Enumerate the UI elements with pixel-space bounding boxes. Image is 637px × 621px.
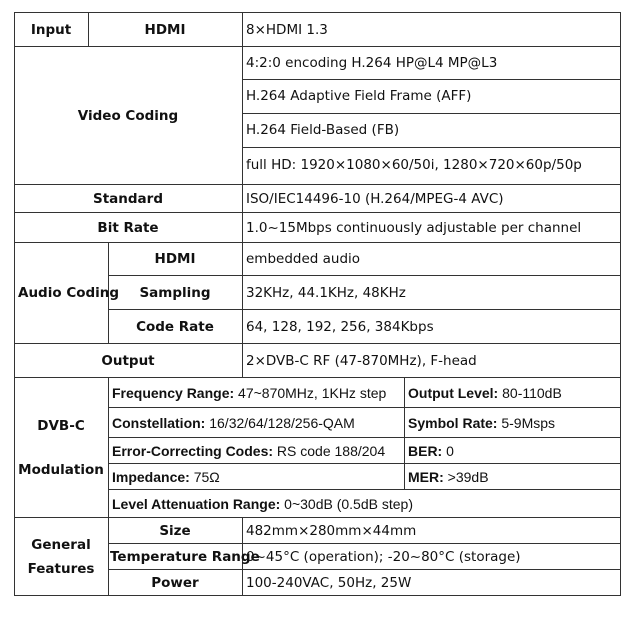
audio-row-value: 64, 128, 192, 256, 384Kbps	[243, 310, 621, 344]
general-row-label: Power	[109, 570, 243, 596]
general-row-value: 482mm×280mm×44mm	[243, 518, 621, 544]
row-general-size	[15, 518, 621, 544]
video-coding-line: full HD: 1920×1080×60/50i, 1280×720×60p/50p	[246, 157, 582, 173]
general-row-value: 100-240VAC, 50Hz, 25W	[243, 570, 621, 596]
general-row-value: 0~45°C (operation); -20~80°C (storage)	[243, 544, 621, 570]
bit-rate-value: 1.0~15Mbps continuously adjustable per channel	[243, 213, 621, 243]
video-coding-line: H.264 Field-Based (FB)	[243, 114, 620, 148]
video-coding-line: H.264 Adaptive Field Frame (AFF)	[243, 80, 620, 114]
output-label: Output	[15, 344, 243, 378]
general-label	[15, 518, 109, 596]
video-coding-line: 4:2:0 encoding H.264 HP@L4 MP@L3	[243, 47, 620, 80]
general-row-label: Size	[109, 518, 243, 544]
dvbc-right-value: 5-9Msps	[497, 414, 556, 431]
dvbc-left-cell	[109, 378, 405, 408]
standard-label: Standard	[15, 185, 243, 213]
row-dvbc-0	[15, 378, 621, 408]
standard-value: ISO/IEC14496-10 (H.264/MPEG-4 AVC)	[243, 185, 621, 213]
dvbc-left-label: Frequency Range:	[112, 384, 235, 401]
dvbc-right-value: >39dB	[443, 468, 489, 485]
dvbc-right-value: 80-110dB	[498, 384, 562, 401]
dvbc-left-value: 75Ω	[189, 468, 220, 485]
dvbc-left-cell	[109, 438, 405, 464]
dvbc-left-cell	[109, 464, 405, 490]
dvbc-level-label: Level Attenuation Range:	[112, 495, 281, 512]
general-row-label: Temperature Range	[109, 544, 243, 570]
dvbc-left-label: Constellation:	[112, 414, 206, 431]
audio-row-value: embedded audio	[243, 243, 621, 276]
dvbc-left-value: 47~870MHz, 1KHz step	[234, 384, 387, 401]
dvbc-level-value: 0~30dB (0.5dB step)	[280, 495, 413, 512]
audio-row-label: Sampling	[109, 276, 243, 310]
dvbc-right-cell	[405, 438, 621, 464]
video-coding-label: Video Coding	[15, 47, 243, 185]
output-value: 2×DVB-C RF (47-870MHz), F-head	[243, 344, 621, 378]
dvbc-label-line1: DVB-C	[37, 417, 85, 434]
row-input	[15, 13, 621, 47]
dvbc-left-label: Error-Correcting Codes:	[112, 442, 274, 459]
row-output	[15, 344, 621, 378]
input-label: Input	[15, 13, 89, 47]
dvbc-right-label: BER:	[408, 442, 443, 459]
dvbc-label	[15, 378, 109, 518]
audio-row-value: 32KHz, 44.1KHz, 48KHz	[243, 276, 621, 310]
dvbc-left-cell	[109, 408, 405, 438]
row-standard	[15, 185, 621, 213]
input-sublabel: HDMI	[89, 13, 243, 47]
dvbc-right-value: 0	[442, 442, 454, 459]
dvbc-left-value: 16/32/64/128/256-QAM	[205, 414, 355, 431]
dvbc-left-value: RS code 188/204	[273, 442, 386, 459]
spec-table	[14, 12, 621, 596]
dvbc-right-cell	[405, 464, 621, 490]
row-bit-rate	[15, 213, 621, 243]
dvbc-right-label: MER:	[408, 468, 444, 485]
row-video-coding	[15, 47, 621, 185]
dvbc-left-label: Impedance:	[112, 468, 190, 485]
bit-rate-label: Bit Rate	[15, 213, 243, 243]
dvbc-right-cell	[405, 408, 621, 438]
dvbc-label-line2: Modulation	[18, 461, 104, 478]
dvbc-right-cell	[405, 378, 621, 408]
dvbc-right-label: Symbol Rate:	[408, 414, 498, 431]
audio-coding-label: Audio Coding	[15, 243, 109, 344]
general-label-line1: General	[31, 536, 91, 553]
dvbc-level-cell	[109, 490, 621, 518]
video-coding-values	[243, 47, 621, 185]
audio-row-label: Code Rate	[109, 310, 243, 344]
dvbc-right-label: Output Level:	[408, 384, 499, 401]
general-label-line2: Features	[27, 560, 95, 577]
audio-row-label: HDMI	[109, 243, 243, 276]
input-value: 8×HDMI 1.3	[243, 13, 621, 47]
row-audio-hdmi	[15, 243, 621, 276]
